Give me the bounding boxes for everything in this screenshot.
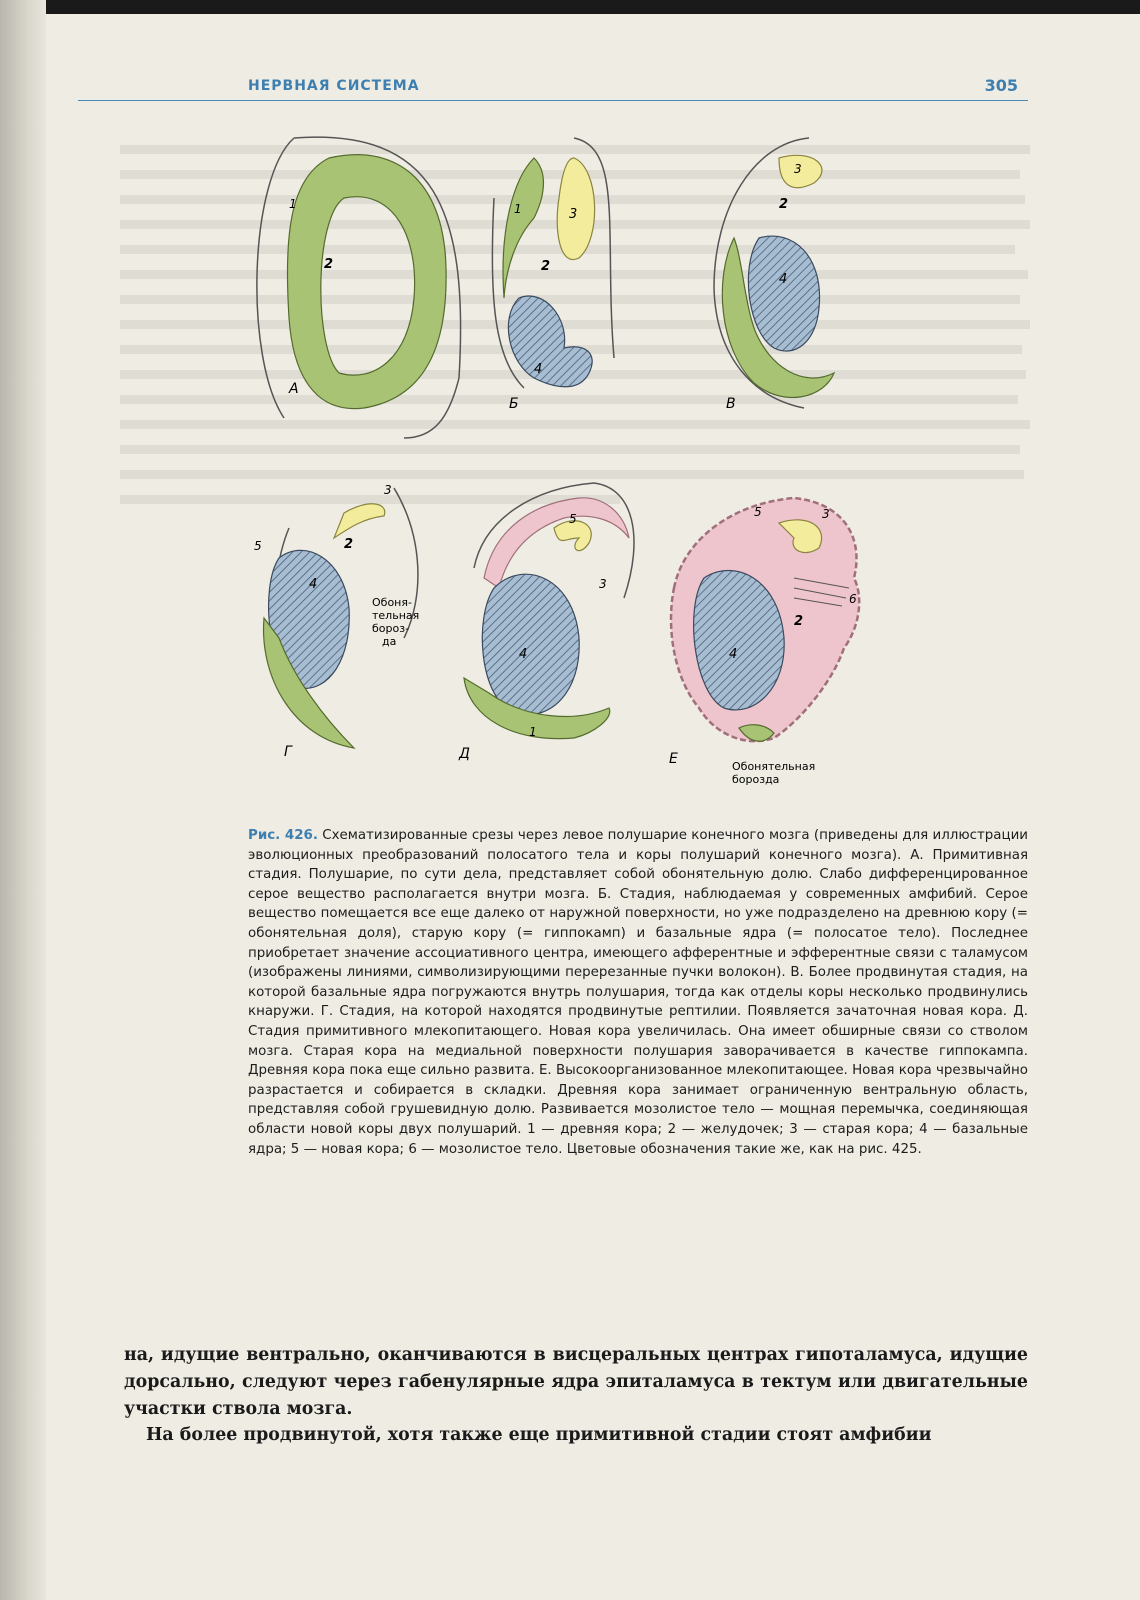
panel-letter-v: В [726, 396, 736, 412]
basal-region-b [508, 296, 592, 387]
panel-e [669, 498, 859, 786]
olfactory-groove-label: Обонятельная [732, 760, 816, 773]
scan-top-edge [0, 0, 1140, 14]
label-6: 6 [849, 592, 857, 606]
label-1: 1 [289, 197, 297, 211]
page-number: 305 [984, 76, 1018, 95]
running-header [78, 74, 1028, 101]
label-2: 2 [344, 537, 354, 552]
paleocortex-region-a [287, 155, 446, 409]
label-2: 2 [541, 259, 551, 274]
panel-d [458, 483, 634, 762]
label-4: 4 [519, 647, 528, 662]
olfactory-groove-label: Обоня- [372, 596, 412, 609]
basal-region-d [482, 574, 579, 715]
label-4: 4 [309, 577, 318, 592]
label-3: 3 [822, 507, 830, 521]
label-5: 5 [754, 505, 762, 519]
label-3: 3 [599, 577, 607, 591]
olfactory-groove-label: тельная [372, 609, 420, 622]
label-1: 1 [514, 202, 522, 216]
label-4: 4 [779, 272, 788, 287]
label-3: 3 [569, 207, 578, 222]
label-3: 3 [384, 483, 392, 497]
figure-number: Рис. 426. [248, 828, 318, 843]
panel-letter-d: Д [459, 746, 470, 762]
archicortex-region-g [334, 504, 385, 538]
label-4: 4 [534, 362, 543, 377]
brain-sections-figure [234, 118, 1034, 818]
panel-b [492, 138, 614, 412]
label-5: 5 [254, 539, 262, 553]
figure-caption [248, 826, 1028, 1159]
label-4: 4 [729, 647, 738, 662]
panel-letter-b: Б [509, 396, 519, 412]
label-2: 2 [794, 614, 804, 629]
panel-letter-e: Е [669, 751, 678, 767]
panel-letter-a: А [289, 381, 299, 397]
label-2: 2 [324, 257, 334, 272]
neocortex-region-d [484, 498, 629, 588]
label-1: 1 [529, 725, 537, 739]
label-5: 5 [569, 512, 577, 526]
paleocortex-region-b [503, 158, 543, 298]
panel-v [714, 138, 834, 412]
caption-text: Схематизированные срезы через левое полушарие конечного мозга (приведены для иллюстрации эволюционных преобразований полосатого тела и коры полушарий конечного мозга). А. Примитивная стадия. Полушарие, по сути дела, представляет собой обонятельную долю. Слабо дифференцированное серое вещество располагается внутри мозга. Б. Стадия, наблюдаемая у современных амфибий. Серое вещество помещается все еще далеко от наружной поверхности, но уже подразделено на древнюю кору (= обонятельная доля), старую кору (= гиппокамп) и базальные ядра (= полосатое тело). Последнее приобретает значение ассоциативного центра, имеющего афферентные и эфферентные связи с таламусом (изображены линиями, символизирующими перерезанные пучки волокон). В. Более продвинутая стадия, на которой базальные ядра погружаются внутрь полушария, тогда как отделы коры несколько продвинулись кнаружи. Г. Стадия, на которой находятся продвинутые рептилии. Появляется зачаточная новая кора. Д. Стадия примитивного млекопитающего. Новая кора увеличилась. Она имеет обширные связи со стволом мозга. Старая кора на медиальной поверхности полушария заворачивается в качестве гиппокампа. Древняя кора пока еще сильно развита. Е. Высокоорганизованное млекопитающее. Новая кора чрезвычайно разрастается и собирается в складки. Древняя кора занимает ограниченную вентральную область, представляя собой грушевидную долю. Развивается мозолистое тело — мощная перемычка, соединяющая области новой коры двух полушарий. 1 — древняя кора; 2 — желудочек; 3 — старая кора; 4 — базальные ядра; 5 — новая кора; 6 — мозолистое тело. Цветовые обозначения такие же, как на рис. 425. [248, 828, 1029, 1157]
label-2: 2 [779, 197, 789, 212]
basal-region-v [748, 236, 819, 351]
label-3: 3 [794, 162, 802, 176]
olfactory-groove-label: да [382, 635, 397, 648]
olfactory-groove-label: бороз- [372, 622, 410, 635]
panel-letter-g: Г [284, 744, 292, 760]
olfactory-groove-label: борозда [732, 773, 780, 786]
body-paragraph: На более продвинутой, хотя также еще примитивной стадии стоят амфибии [146, 1425, 932, 1446]
section-title: НЕРВНАЯ СИСТЕМА [248, 78, 420, 94]
body-paragraph: на, идущие вентрально, оканчиваются в висцеральных центрах гипоталамуса, идущие дорсально, следуют через габенулярные ядра эпиталамуса в тектум или двигательные участки ствола мозга. [124, 1345, 1028, 1420]
panel-a [257, 137, 461, 438]
panel-g [254, 483, 419, 760]
scan-gutter-shadow [0, 0, 46, 1600]
